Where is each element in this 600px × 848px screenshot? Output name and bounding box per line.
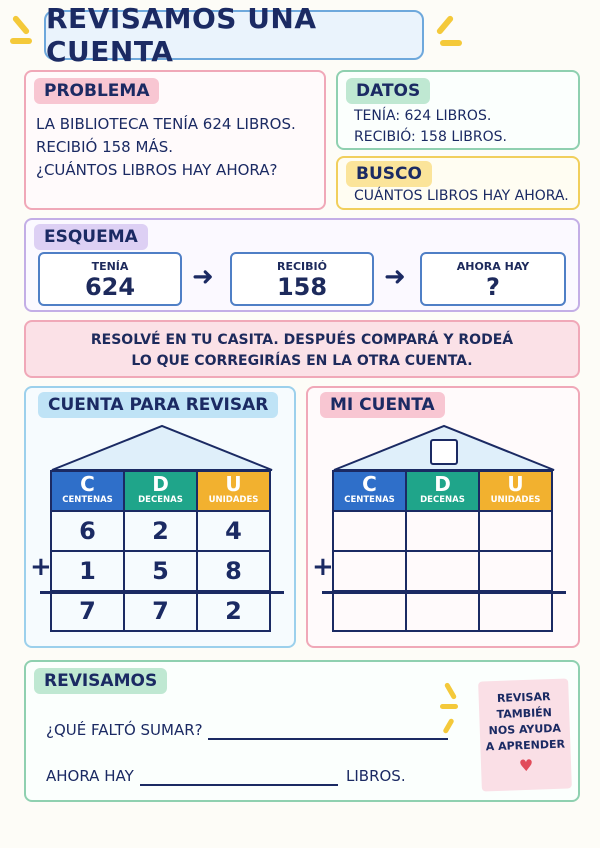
- esquema-box-label: TENÍA: [91, 260, 129, 273]
- esquema-box-ahora: [420, 252, 566, 306]
- digit-input-cell[interactable]: [479, 511, 552, 551]
- digit-cell: 6: [51, 511, 124, 551]
- digit-input-cell[interactable]: [479, 551, 552, 591]
- esquema-panel: [24, 218, 580, 312]
- sum-line: [322, 591, 566, 594]
- revisamos-tag: REVISAMOS: [34, 668, 167, 694]
- mi-cuenta-tag: MI CUENTA: [320, 392, 445, 418]
- datos-tag: DATOS: [346, 78, 430, 104]
- busco-tag: BUSCO: [346, 161, 432, 187]
- problema-line: RECIBIÓ 158 MÁS.: [36, 138, 173, 156]
- table-row: [51, 511, 270, 551]
- question-2-end: LIBROS.: [346, 767, 406, 785]
- note-line: A APRENDER: [485, 737, 566, 754]
- esquema-tag: ESQUEMA: [34, 224, 148, 250]
- col-header-centenas: C CENTENAS: [333, 471, 406, 511]
- digit-input-cell[interactable]: [406, 551, 479, 591]
- title-banner: [44, 2, 424, 68]
- problema-line: LA BIBLIOTECA TENÍA 624 LIBROS.: [36, 115, 296, 133]
- problema-tag: PROBLEMA: [34, 78, 159, 104]
- table-row: [333, 591, 552, 631]
- digit-cell: 8: [197, 551, 270, 591]
- cuenta-revisar-panel: [24, 386, 296, 648]
- plus-sign: +: [312, 552, 334, 582]
- busco-panel: [336, 156, 580, 210]
- result-cell: 7: [51, 591, 124, 631]
- col-header-centenas: C CENTENAS: [51, 471, 124, 511]
- digit-cell: 5: [124, 551, 197, 591]
- plus-sign: +: [30, 552, 52, 582]
- sparkle-icon: [10, 38, 32, 44]
- esquema-box-value: 158: [276, 273, 328, 301]
- datos-panel: [336, 70, 580, 150]
- house-roof: [50, 424, 274, 472]
- instruction-line: RESOLVÉ EN TU CASITA. DESPUÉS COMPARÁ Y RODEÁ: [90, 332, 514, 348]
- col-header-unidades: U UNIDADES: [197, 471, 270, 511]
- note-line: REVISAR: [496, 690, 551, 705]
- question-2-start: AHORA HAY: [46, 767, 134, 785]
- result-cell: 7: [124, 591, 197, 631]
- col-header-decenas: D DECENAS: [406, 471, 479, 511]
- table-row: [333, 551, 552, 591]
- instruction-line: LO QUE CORREGIRÍAS EN LA OTRA CUENTA.: [131, 353, 473, 369]
- heart-icon: ♥: [518, 755, 534, 776]
- esquema-box-label: AHORA HAY: [456, 260, 530, 273]
- sparkle-icon: [12, 15, 31, 36]
- digit-input-cell[interactable]: [406, 511, 479, 551]
- digit-cell: 4: [197, 511, 270, 551]
- page-title: REVISAMOS UNA CUENTA: [46, 2, 317, 68]
- arrow-right-icon: ➜: [192, 262, 214, 292]
- esquema-box-recibio: [230, 252, 374, 306]
- note-line: NOS AYUDA: [488, 721, 562, 738]
- result-cell: 2: [197, 591, 270, 631]
- sparkle-icon: [440, 40, 462, 46]
- sum-line: [40, 591, 284, 594]
- digit-cell: 1: [51, 551, 124, 591]
- digit-cell: 2: [124, 511, 197, 551]
- note-line: TAMBIÉN: [496, 706, 553, 721]
- esquema-box-tenia: [38, 252, 182, 306]
- table-row: [51, 591, 270, 631]
- col-header-unidades: U UNIDADES: [479, 471, 552, 511]
- busco-text: CUÁNTOS LIBROS HAY AHORA.: [354, 188, 569, 204]
- problema-line: ¿CUÁNTOS LIBROS HAY AHORA?: [36, 161, 278, 179]
- table-row: [51, 551, 270, 591]
- datos-line: RECIBIÓ: 158 LIBROS.: [354, 129, 507, 145]
- question-1: ¿QUÉ FALTÓ SUMAR?: [46, 721, 203, 739]
- result-input-cell[interactable]: [333, 591, 406, 631]
- sparkle-icon: [436, 15, 455, 36]
- digit-input-cell[interactable]: [333, 551, 406, 591]
- house-roof: [332, 424, 556, 472]
- esquema-box-label: RECIBIÓ: [277, 260, 327, 273]
- problema-panel: [24, 70, 326, 210]
- answer-line-2[interactable]: [140, 784, 338, 786]
- arrow-right-icon: ➜: [384, 262, 406, 292]
- result-input-cell[interactable]: [406, 591, 479, 631]
- esquema-box-value: 624: [84, 273, 136, 301]
- result-input-cell[interactable]: [479, 591, 552, 631]
- digit-input-cell[interactable]: [333, 511, 406, 551]
- cuenta-revisar-table: [50, 470, 271, 632]
- table-row: [333, 511, 552, 551]
- sticky-note: [478, 678, 572, 791]
- col-header-decenas: D DECENAS: [124, 471, 197, 511]
- instruction-banner: [24, 320, 580, 378]
- sparkle-icon: [440, 704, 458, 709]
- mi-cuenta-table: [332, 470, 553, 632]
- answer-line-1[interactable]: [208, 738, 448, 740]
- esquema-box-value: ?: [486, 273, 500, 301]
- datos-line: TENÍA: 624 LIBROS.: [354, 108, 492, 124]
- cuenta-revisar-tag: CUENTA PARA REVISAR: [38, 392, 278, 418]
- mi-cuenta-panel: [306, 386, 580, 648]
